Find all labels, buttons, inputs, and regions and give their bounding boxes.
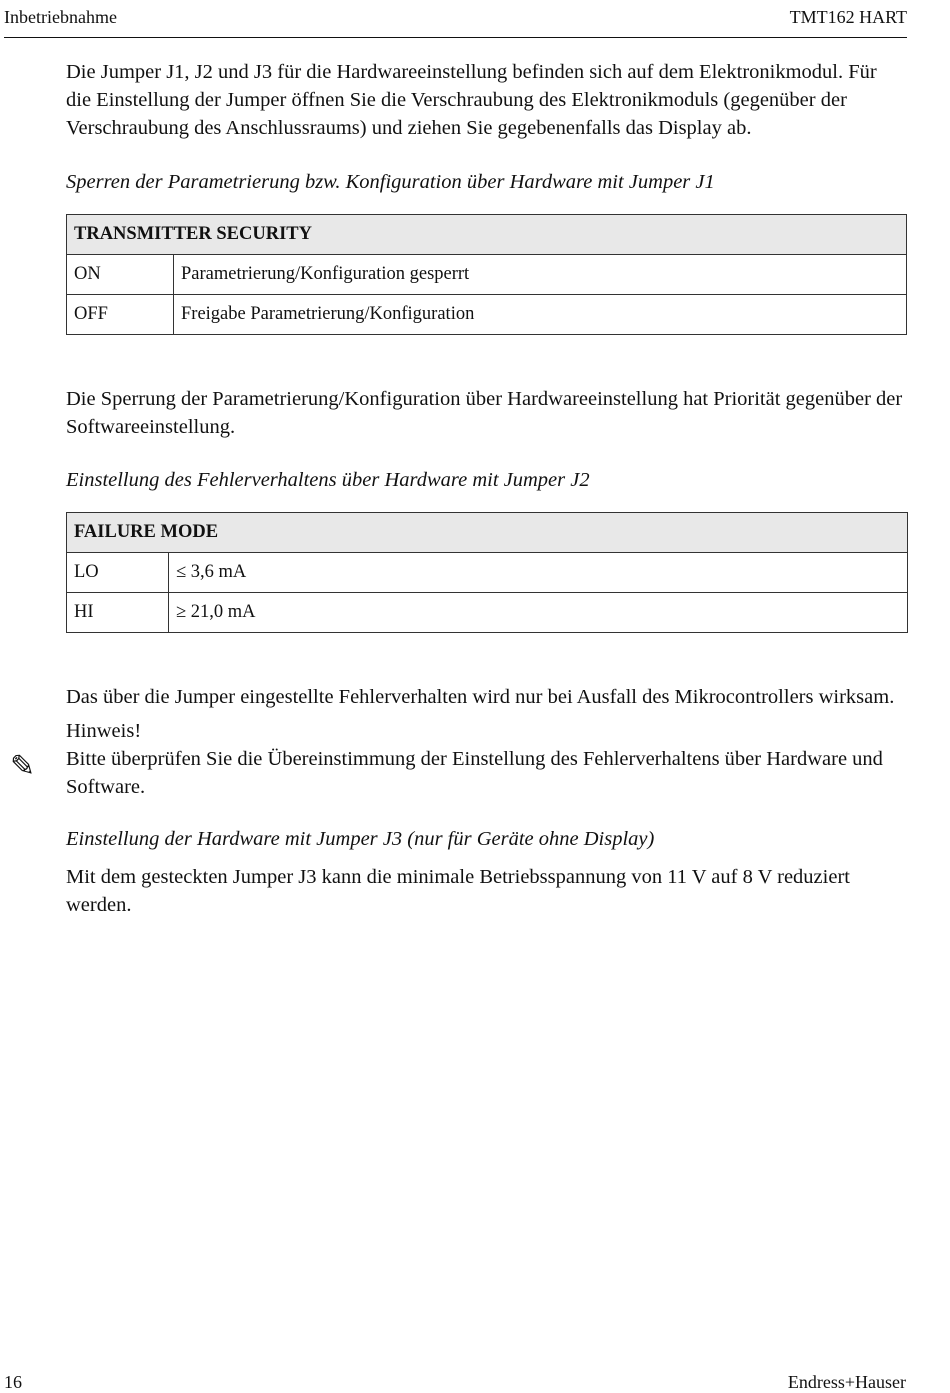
note-text: Bitte überprüfen Sie die Übereinstimmung der Einstellung des Fehlerverhaltens über Hardware und Software. [66,748,883,798]
section1-heading: Sperren der Parametrierung bzw. Konfiguration über Hardware mit Jumper J1 [66,171,715,193]
table-cell-key: ON [67,255,174,295]
intro-paragraph: Die Jumper J1, J2 und J3 für die Hardwareeinstellung befinden sich auf dem Elektronikmodul. Für die Einstellung der Jumper öffnen Sie die Verschraubung des Elektronikmoduls (gegenüber der Verschraubung des Anschlussraums) und ziehen Sie gegebenenfalls das Display ab. [66,61,877,139]
table-row [67,593,908,633]
table-cell-value: Freigabe Parametrierung/Konfiguration [174,295,907,335]
footer-brand: Endress+Hauser [787,1372,906,1392]
failure-mode-table [66,512,908,633]
note-title: Hinweis! [66,720,142,742]
section1-paragraph: Die Sperrung der Parametrierung/Konfiguration über Hardwareeinstellung hat Priorität gegenüber der Softwareeinstellung. [66,388,903,438]
transmitter-security-table [66,214,907,335]
table-row [67,295,907,335]
table-cell-value: Parametrierung/Konfiguration gesperrt [174,255,907,295]
section3-paragraph: Mit dem gesteckten Jumper J3 kann die minimale Betriebsspannung von 11 V auf 8 V reduziert werden. [66,866,850,916]
table-row [67,255,907,295]
table-cell-key: OFF [67,295,174,335]
section2-paragraph: Das über die Jumper eingestellte Fehlerverhalten wird nur bei Ausfall des Mikrocontrollers wirksam. [66,686,895,708]
table-title: TRANSMITTER SECURITY [67,215,907,255]
pencil-icon: ✎ [10,750,36,783]
header-product-name: TMT162 HART [789,7,907,27]
table-row [67,553,908,593]
section3-heading: Einstellung der Hardware mit Jumper J3 (nur für Geräte ohne Display) [66,828,655,850]
table-header-row [67,215,907,255]
table-title: FAILURE MODE [67,513,908,553]
header-divider [4,37,907,38]
table-cell-key: LO [67,553,169,593]
section2-heading: Einstellung des Fehlerverhaltens über Hardware mit Jumper J2 [66,469,590,491]
header-section-title: Inbetriebnahme [4,7,117,27]
table-cell-value: ≤ 3,6 mA [169,553,908,593]
table-header-row [67,513,908,553]
table-cell-key: HI [67,593,169,633]
page-number: 16 [4,1372,22,1392]
page-content [66,58,908,919]
table-cell-value: ≥ 21,0 mA [169,593,908,633]
